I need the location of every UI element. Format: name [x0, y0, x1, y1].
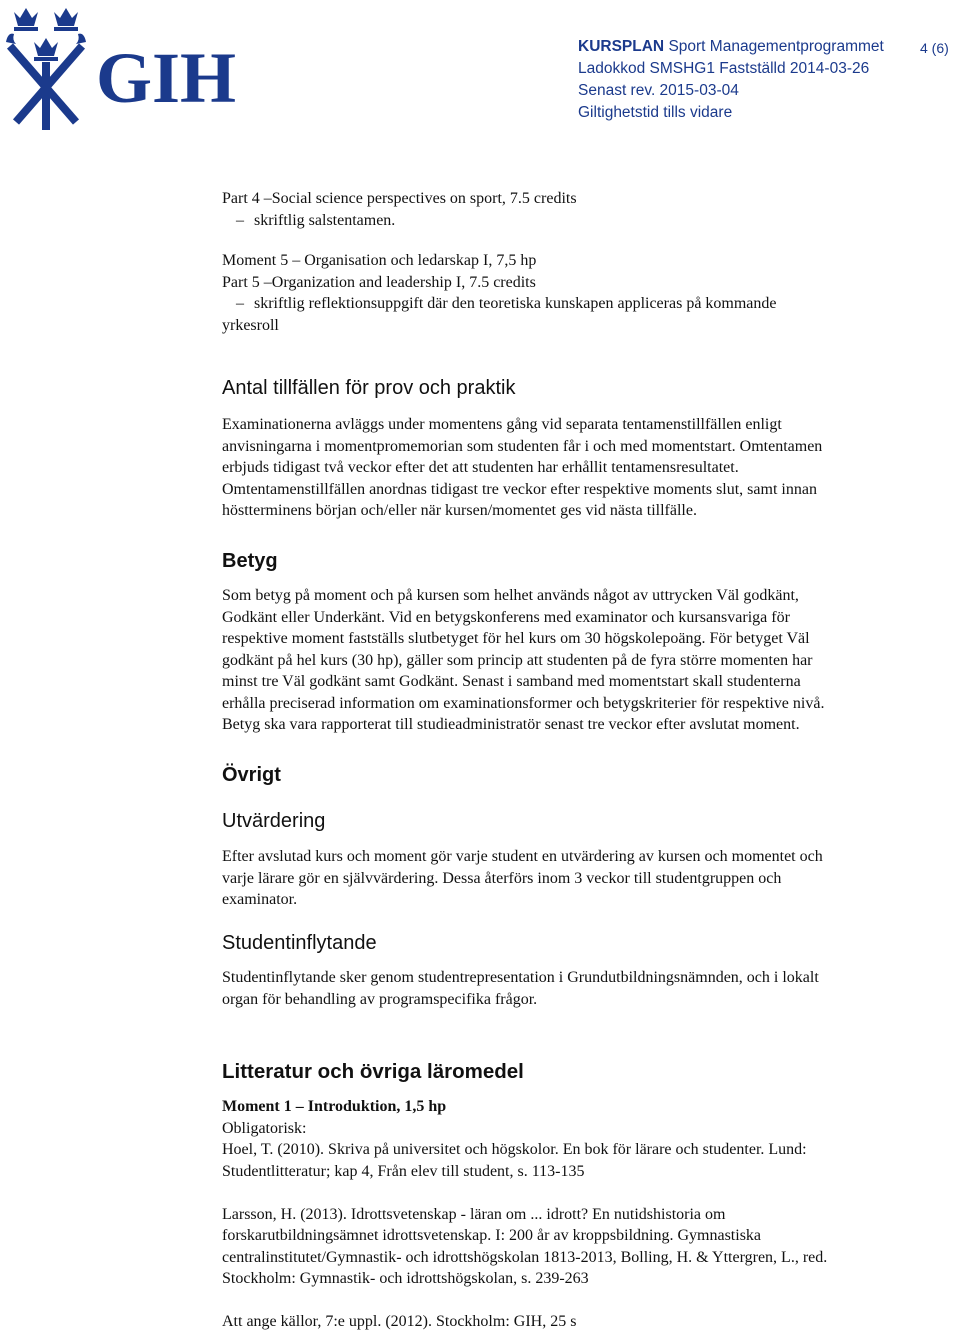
- utvardering-line: examinator.: [222, 891, 298, 908]
- betyg-line: Godkänt eller Underkänt. Vid en betygskonferens med examinator och kursansvariga för: [222, 608, 790, 626]
- part4-item-text: skriftlig salstentamen.: [254, 211, 396, 229]
- part4-title: Part 4 –Social science perspectives on sport, 7.5 credits: [222, 190, 577, 207]
- antal-line: anvisningarna i momentpromemorian som studenten får i och med momentstart. Omtentamen: [222, 437, 823, 455]
- antal-paragraph: [222, 414, 942, 522]
- validity-line: Giltighetstid tills vidare: [578, 104, 733, 121]
- svg-text:GIH: GIH: [96, 38, 237, 118]
- part4-section: [222, 188, 922, 231]
- betyg-heading: Betyg: [222, 550, 278, 572]
- ladokkod-line: Ladokkod SMSHG1 Fastställd 2014-03-26: [578, 60, 870, 77]
- moment5-item: – skriftlig reflektionsuppgift där den teoretiska kunskapen appliceras på kommande: [236, 295, 777, 312]
- betyg-line: godkänt på hel kurs (30 hp), gäller som princip att studenten på de fyra större momenten har: [222, 651, 813, 669]
- utvardering-line: varje lärare gör en självvärdering. Dessa återförs inom 3 veckor till studentgruppen och: [222, 869, 782, 887]
- studentinflytande-line: organ för behandling av programspecifika frågor.: [222, 990, 538, 1008]
- antal-line: Examinationerna avläggs under momentens gång vid separata tentamenstillfällen enligt: [222, 416, 782, 433]
- part4-item: – skriftlig salstentamen.: [236, 211, 396, 229]
- moment5-item-cont: yrkesroll: [222, 316, 279, 334]
- reference-line: Att ange källor, 7:e uppl. (2012). Stockholm: GIH, 25 s: [222, 1313, 577, 1330]
- utvardering-heading: Utvärdering: [222, 810, 326, 832]
- gih-logo: [4, 4, 254, 132]
- betyg-line: Som betyg på moment och på kursen som helhet används något av uttrycken Väl godkänt,: [222, 587, 799, 604]
- reference-line: centralinstitutet/Gymnastik- och idrottshögskolan 1813-2013, Bolling, H. & Yttergren, L., red.: [222, 1248, 828, 1266]
- reference-line: Hoel, T. (2010). Skriva på universitet och högskolor. En bok för lärare och studenter. Lund:: [222, 1141, 807, 1158]
- reference-line: Studentlitteratur; kap 4, Från elev till student, s. 113-135: [222, 1162, 585, 1180]
- antal-heading: Antal tillfällen för prov och praktik: [222, 377, 516, 399]
- moment5-section: [222, 250, 922, 336]
- reference-line: Larsson, H. (2013). Idrottsvetenskap - läran om ... idrott? En nutidshistoria om: [222, 1205, 726, 1223]
- moment5-title-sv: Moment 5 – Organisation och ledarskap I, 7,5 hp: [222, 252, 537, 269]
- betyg-line: minst tre Väl godkänt samt Godkänt. Senast i samband med momentstart skall studenterna: [222, 673, 801, 690]
- document-header: [578, 36, 884, 124]
- kursplan-label: KURSPLAN: [578, 38, 665, 55]
- betyg-line: Betyg ska vara rapporterat till studieadministratör senast tre veckor efter avslutat moment.: [222, 716, 800, 733]
- ovrigt-heading: Övrigt: [222, 764, 281, 786]
- program-name: Sport Managementprogrammet: [668, 38, 884, 55]
- page-number: 4 (6): [920, 40, 949, 56]
- moment1-title: Moment 1 – Introduktion, 1,5 hp: [222, 1098, 447, 1115]
- crowns-icon: [14, 8, 78, 61]
- antal-line: erbjuds tidigast två veckor efter det att studenten har erhållit tentamensresultatet.: [222, 459, 739, 476]
- moment5-item-text: skriftlig reflektionsuppgift där den teoretiska kunskapen appliceras på kommande: [254, 295, 777, 312]
- studentinflytande-line: Studentinflytande sker genom studentrepresentation i Grundutbildningsnämnden, och i lokalt: [222, 969, 819, 986]
- reference-line: Stockholm: Gymnastik- och idrottshögskolan, s. 239-263: [222, 1270, 589, 1287]
- obligatorisk-label: Obligatorisk:: [222, 1119, 307, 1137]
- litteratur-list: [222, 1096, 942, 1333]
- reference-line: forskarutbildningsämnet idrottsvetenskap. I: 200 år av kroppsbildning. Gymnastiska: [222, 1227, 762, 1244]
- moment5-title-en: Part 5 –Organization and leadership I, 7.5 credits: [222, 273, 536, 291]
- revision-line: Senast rev. 2015-03-04: [578, 82, 739, 99]
- betyg-line: erhålla preciserad information om examinationsformer och betygskriterier för respektive nivå.: [222, 694, 825, 712]
- utvardering-paragraph: [222, 846, 942, 911]
- betyg-paragraph: [222, 585, 942, 736]
- antal-line: Omtentamenstillfällen anordnas tidigast tre veckor efter respektive moments slut, samt innan: [222, 480, 817, 498]
- studentinflytande-heading: Studentinflytande: [222, 932, 377, 954]
- betyg-line: respektive moment fastställs slutbetyget för hel kurs om 30 högskolepoäng. För betyget Väl: [222, 630, 810, 647]
- antal-line: höstterminens början och/eller när kursen/momentet ges vid nästa tillfälle.: [222, 502, 697, 519]
- utvardering-line: Efter avslutad kurs och moment gör varje student en utvärdering av kursen och momentet och: [222, 848, 823, 865]
- litteratur-heading: Litteratur och övriga läromedel: [222, 1060, 524, 1083]
- studentinflytande-paragraph: [222, 967, 942, 1010]
